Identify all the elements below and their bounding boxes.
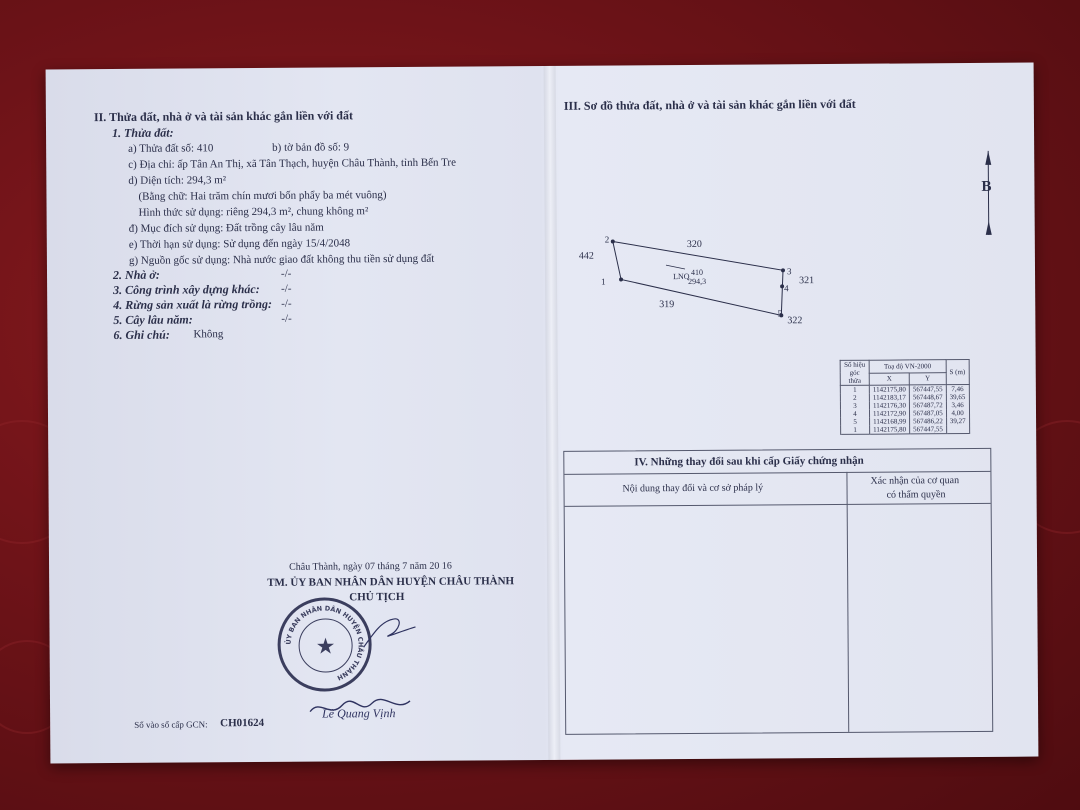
neighbor-322: 322: [787, 315, 803, 327]
changes-col-content: Nội dung thay đổi và cơ sở pháp lý: [622, 482, 764, 495]
perennial-label: 5. Cây lâu năm:: [113, 312, 193, 327]
coord-point: 2: [840, 394, 869, 402]
coord-y: 567486,22: [910, 417, 947, 425]
parcel-heading: 1. Thửa đất:: [111, 125, 174, 140]
table-row: [841, 425, 970, 434]
neighbor-320: 320: [686, 238, 702, 250]
usage-origin: g) Nguồn gốc sử dụng: Nhà nước giao đất không thu tiền sử dụng đất: [128, 252, 435, 267]
house-value: -/-: [280, 267, 292, 280]
coord-s: 39,27: [946, 417, 969, 425]
coord-s: 39,65: [946, 393, 969, 401]
issuing-authority: TM. ỦY BAN NHÂN DÂN HUYỆN CHÂU THÀNH: [267, 575, 515, 589]
coord-point: 4: [840, 410, 869, 418]
seal-text: ỦY BAN NHÂN DÂN HUYỆN CHÂU THÀNH: [284, 604, 365, 682]
changes-divider: [846, 472, 849, 732]
coord-point: 1: [840, 385, 869, 394]
note-value: Không: [193, 328, 224, 341]
coord-s: [946, 425, 969, 434]
north-label: B: [981, 178, 992, 195]
coord-y: 567447,55: [910, 425, 947, 434]
coordinate-table: [840, 359, 970, 435]
page-fold: [544, 66, 561, 760]
coord-y: 567487,05: [909, 409, 946, 417]
point-label-4: 4: [784, 283, 789, 294]
coord-y: 567487,72: [909, 401, 946, 409]
coord-x: 1142183,17: [869, 393, 909, 401]
point-label-5: 5: [777, 308, 782, 319]
coord-s: 4,00: [946, 409, 969, 417]
forest-value: -/-: [281, 297, 292, 310]
coord-y: 567448,67: [909, 393, 946, 401]
land-certificate-page: [46, 63, 1039, 764]
forest-label: 4. Rừng sản xuất là rừng trồng:: [113, 296, 273, 312]
parcel-area-map: 294,3: [688, 276, 707, 286]
coord-header-x: X: [869, 372, 909, 385]
coord-x: 1142176,30: [869, 401, 909, 409]
gcn-label: Số vào sổ cấp GCN:: [134, 719, 208, 730]
other-works-label: 3. Công trình xây dựng khác:: [113, 281, 260, 297]
point-label-2: 2: [604, 234, 610, 245]
parcel-area: d) Diện tích: 294,3 m²: [128, 174, 227, 187]
coord-x: 1142175,80: [869, 385, 909, 394]
coord-x: 1142175,80: [870, 425, 910, 434]
neighbor-321: 321: [799, 275, 815, 287]
changes-col-confirm-2: có thẩm quyền: [886, 489, 946, 501]
signer-position: CHỦ TỊCH: [349, 590, 405, 604]
signer-name: Lê Quang Vịnh: [322, 706, 396, 721]
usage-term: e) Thời hạn sử dụng: Sử dụng đến ngày 15/4/2048: [128, 237, 351, 251]
changes-table: [563, 448, 993, 735]
coord-x: 1142172,90: [869, 409, 909, 417]
section-iii-title: III. Sơ đồ thửa đất, nhà ở và tài sản khác gắn liền với đất: [563, 96, 856, 113]
section-iv-title: IV. Những thay đổi sau khi cấp Giấy chứng nhận: [634, 454, 864, 469]
parcel-address: c) Địa chỉ: ấp Tân An Thị, xã Tân Thạch, huyện Châu Thành, tỉnh Bến Tre: [128, 156, 457, 171]
coord-x: 1142168,99: [870, 417, 910, 425]
changes-col-confirm-1: Xác nhận của cơ quan: [870, 475, 960, 487]
coord-header-system: Toạ độ VN-2000: [869, 360, 946, 373]
point-label-1: 1: [601, 276, 606, 287]
official-seal: ỦY BAN NHÂN DÂN HUYỆN CHÂU THÀNH ★: [277, 597, 372, 692]
usage-purpose: đ) Mục đích sử dụng: Đất trồng cây lâu năm: [128, 221, 324, 235]
parcel-map: [567, 224, 868, 336]
coord-header-point: Số hiệu góc thửa: [840, 360, 869, 385]
coord-y: 567447,55: [909, 385, 946, 394]
other-works-value: -/-: [281, 282, 292, 295]
gcn-value: CH01624: [220, 716, 265, 730]
house-label: 2. Nhà ở:: [112, 267, 160, 282]
usage-form: Hình thức sử dụng: riêng 294,3 m², chung không m²: [138, 205, 369, 219]
signature-flourish: [359, 613, 419, 653]
coord-s: 7,46: [946, 385, 969, 394]
perennial-value: -/-: [281, 312, 292, 325]
coord-point: 1: [841, 426, 870, 435]
note-label: 6. Ghi chú:: [113, 327, 170, 342]
changes-column-headers: [564, 471, 990, 507]
coord-point: 5: [841, 418, 870, 426]
point-label-3: 3: [786, 266, 792, 277]
coord-s: 3,46: [946, 401, 969, 409]
coord-point: 3: [840, 402, 869, 410]
sign-date: Châu Thành, ngày 07 tháng 7 năm 20 16: [289, 560, 452, 573]
coord-header-s: S (m): [946, 360, 969, 385]
parcel-area-words: (Bằng chữ: Hai trăm chín mươi bốn phẩy ba mét vuông): [138, 189, 387, 203]
neighbor-319: 319: [659, 299, 675, 311]
parcel-number: a) Thửa đất số: 410: [128, 142, 214, 155]
neighbor-442: 442: [578, 250, 594, 262]
parcel-no: 410: [690, 267, 704, 277]
section-ii-title: II. Thửa đất, nhà ở và tài sản khác gắn liền với đất: [93, 108, 353, 125]
parcel-type: LNQ: [673, 271, 690, 282]
map-sheet-number: b) tờ bản đồ số: 9: [272, 141, 350, 154]
coord-header-y: Y: [909, 372, 946, 385]
